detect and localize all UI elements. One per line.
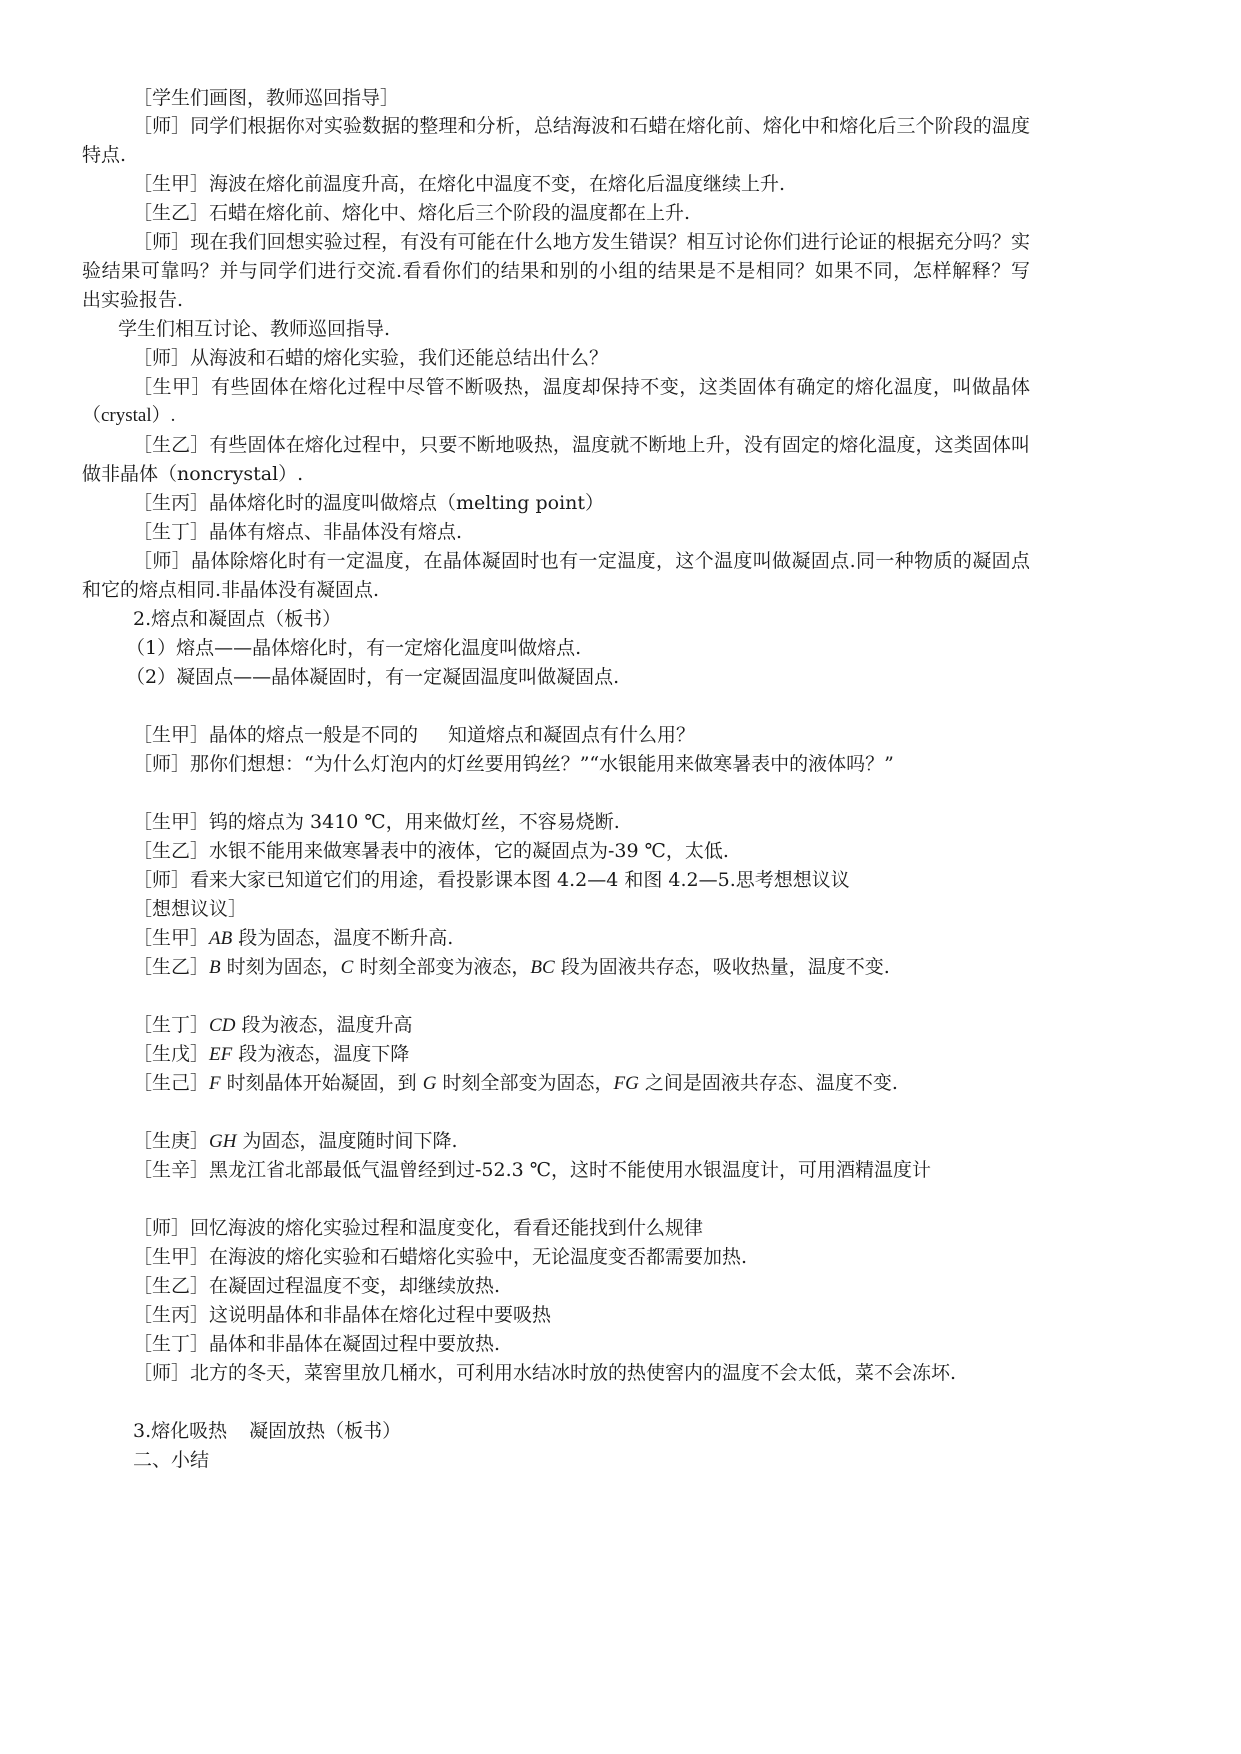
paragraph-line [133,954,890,981]
line-part: 凝固放热（板书） [249,1420,402,1442]
paragraph-line: ［生辛］黑龙江省北部最低气温曾经到过-52.3 ℃，这时不能使用水银温度计，可用酒精温度计 [133,1159,932,1181]
line-part: 时刻全部变为固态， [436,1072,614,1094]
point-label: C [340,957,354,978]
line-part: 3.熔化吸热 [133,1420,228,1442]
paragraph-line [133,925,453,952]
paragraph-line: 验结果可靠吗？并与同学们进行交流.看看你们的结果和别的小组的结果是不是相同？如果不同，怎样解释？写 [82,260,1030,282]
paragraph-line [133,1041,409,1068]
paragraph-line: ［生乙］石蜡在熔化前、熔化中、熔化后三个阶段的温度都在上升. [133,202,691,224]
speaker-tag: ［生庚］ [133,1130,210,1152]
line-part: ［生甲］晶体的熔点一般是不同的 [133,724,419,746]
paragraph-line: ［生甲］钨的熔点为 3410 ℃，用来做灯丝，不容易烧断. [133,811,620,833]
section-heading: 2.熔点和凝固点（板书） [133,608,342,630]
paragraph-line: ［生甲］有些固体在熔化过程中尽管不断吸热，温度却保持不变，这类固体有确定的熔化温度，叫做晶体 [133,376,1030,398]
paragraph-line: ［学生们画图，教师巡回指导］ [133,87,400,109]
paragraph-line: ［师］现在我们回想实验过程，有没有可能在什么地方发生错误？相互讨论你们进行论证的根据充分吗？实 [133,231,1030,253]
line-part: 时刻全部变为液态， [353,956,531,978]
paragraph-line: ［生乙］在凝固过程温度不变，却继续放热. [133,1275,501,1297]
speaker-tag: ［生己］ [133,1072,210,1094]
segment-label: AB [209,928,233,949]
line-part: 知道熔点和凝固点有什么用？ [448,724,696,746]
paragraph-line: ［生乙］水银不能用来做寒暑表中的液体，它的凝固点为-39 ℃，太低. [133,840,729,862]
paragraph-line [133,722,695,748]
line-part: 时刻为固态， [220,956,341,978]
paragraph-line: （crystal）. [82,405,176,426]
segment-label: EF [209,1044,233,1065]
line-part: 为固态，温度随时间下降. [236,1130,458,1152]
section-heading: 二、小结 [133,1449,210,1471]
line-part: 段为固态，温度不断升高. [232,927,454,949]
speaker-tag: ［生甲］ [133,927,210,949]
paragraph-line: ［生乙］有些固体在熔化过程中，只要不断地吸热，温度就不断地上升，没有固定的熔化温度，这类固体叫 [133,434,1030,456]
point-label: F [209,1073,221,1094]
point-label: G [422,1073,437,1094]
paragraph-line [133,1128,458,1155]
section-heading [133,1418,401,1444]
line-part: 之间是固液共存态、温度不变. [638,1072,898,1094]
paragraph-line: ［师］同学们根据你对实验数据的整理和分析，总结海波和石蜡在熔化前、熔化中和熔化后三个阶段的温度 [133,115,1030,137]
paragraph-line: 做非晶体（noncrystal）. [82,463,304,485]
paragraph-line: ［生丙］这说明晶体和非晶体在熔化过程中要吸热 [133,1304,552,1326]
paragraph-line: ［师］那你们想想：“为什么灯泡内的灯丝要用钨丝？”“水银能用来做寒暑表中的液体吗？” [133,753,894,775]
paragraph-line: 特点. [82,144,127,166]
segment-label: BC [530,957,555,978]
speaker-tag: ［生戊］ [133,1043,210,1065]
line-part: 段为液态，温度下降 [232,1043,410,1065]
paragraph-line: ［生丁］晶体有熔点、非晶体没有熔点. [133,521,463,543]
speaker-tag: ［生乙］ [133,956,210,978]
line-part: 时刻晶体开始凝固，到 [220,1072,423,1094]
paragraph-line: ［生甲］在海波的熔化实验和石蜡熔化实验中，无论温度变否都需要加热. [133,1246,748,1268]
segment-label: CD [209,1015,236,1036]
point-label: B [209,957,221,978]
line-part: 段为液态，温度升高 [235,1014,413,1036]
paragraph-line: ［师］北方的冬天，菜窖里放几桶水，可利用水结冰时放的热使窖内的温度不会太低，菜不会冻坏. [133,1362,957,1384]
paragraph-line: ［师］从海波和石蜡的熔化实验，我们还能总结出什么？ [133,347,609,369]
line-part: 段为固液共存态，吸收热量，温度不变. [554,956,890,978]
paragraph-line: ［想想议议］ [133,898,248,920]
paragraph-line [133,1070,898,1097]
paragraph-line: 出实验报告. [82,289,184,311]
paragraph-line: ［生甲］海波在熔化前温度升高，在熔化中温度不变，在熔化后温度继续上升. [133,173,786,195]
paragraph-line: 学生们相互讨论、教师巡回指导. [118,318,391,340]
paragraph-line: ［生丁］晶体和非晶体在凝固过程中要放热. [133,1333,501,1355]
segment-label: GH [209,1131,237,1152]
paragraph-line: ［师］回忆海波的熔化实验过程和温度变化，看看还能找到什么规律 [133,1217,704,1239]
definition-line: （1）熔点——晶体熔化时，有一定熔化温度叫做熔点. [126,637,582,659]
definition-line: （2）凝固点——晶体凝固时，有一定凝固温度叫做凝固点. [126,666,620,688]
paragraph-line: ［师］晶体除熔化时有一定温度，在晶体凝固时也有一定温度，这个温度叫做凝固点.同一种物质的凝固点 [133,550,1030,572]
paragraph-line [133,1012,412,1039]
speaker-tag: ［生丁］ [133,1014,210,1036]
paragraph-line: 和它的熔点相同.非晶体没有凝固点. [82,579,380,601]
paragraph-line: ［生丙］晶体熔化时的温度叫做熔点（melting point） [133,492,605,514]
paragraph-line: ［师］看来大家已知道它们的用途，看投影课本图 4.2—4 和图 4.2—5.思考想想议议 [133,869,850,891]
segment-label: FG [613,1073,639,1094]
